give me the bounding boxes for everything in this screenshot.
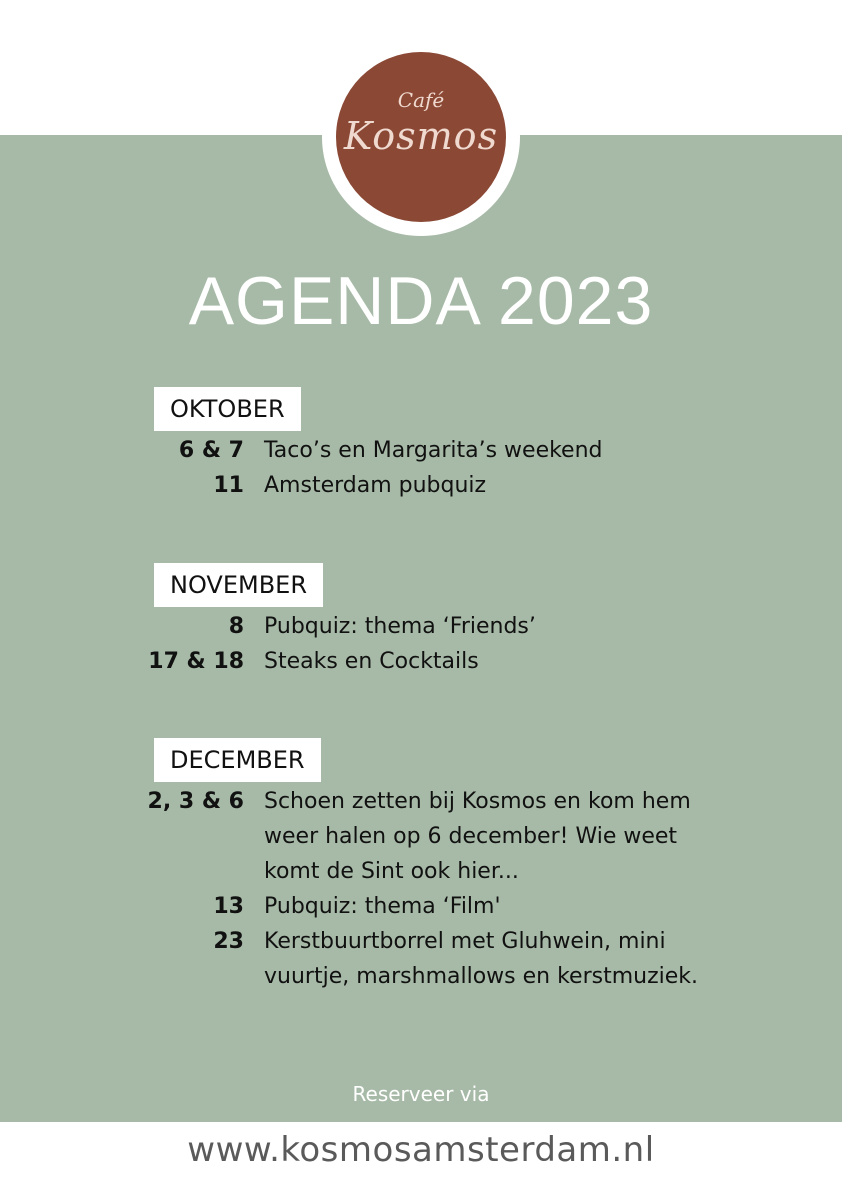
event-list [0,609,842,679]
event-date: 17 & 18 [148,649,244,674]
event-date: 23 [213,929,244,954]
list-item [0,433,842,468]
event-date: 13 [213,894,244,919]
event-description: Taco’s en Margarita’s weekend [264,438,603,463]
event-description: Pubquiz: thema ‘Friends’ [264,614,536,639]
logo-name-text: Kosmos [343,114,499,158]
event-description: Schoen zetten bij Kosmos en kom hem weer halen op 6 december! Wie weet komt de Sint ook hier... [264,789,691,884]
list-item [0,468,842,503]
event-description: Pubquiz: thema ‘Film' [264,894,501,919]
event-description: Steaks en Cocktails [264,649,479,674]
month-label: NOVEMBER [154,563,323,607]
list-item [0,924,842,994]
list-item [0,609,842,644]
event-date: 2, 3 & 6 [147,789,244,814]
event-list [0,433,842,503]
month-label: OKTOBER [154,387,301,431]
event-description: Kerstbuurtborrel met Gluhwein, mini vuurtje, marshmallows en kerstmuziek. [264,929,699,989]
website-link[interactable]: www.kosmosamsterdam.nl [187,1130,655,1170]
list-item [0,644,842,679]
list-item [0,784,842,889]
list-item [0,889,842,924]
page-title: AGENDA 2023 [188,263,654,339]
logo-cafe-text: Café [397,88,445,112]
month-label: DECEMBER [154,738,321,782]
event-description: Amsterdam pubquiz [264,473,487,498]
event-date: 8 [228,614,244,639]
reserve-label: Reserveer via [352,1082,490,1106]
cafe-kosmos-logo [336,52,506,222]
event-list [0,784,842,994]
event-date: 11 [213,473,244,498]
event-date: 6 & 7 [178,438,244,463]
